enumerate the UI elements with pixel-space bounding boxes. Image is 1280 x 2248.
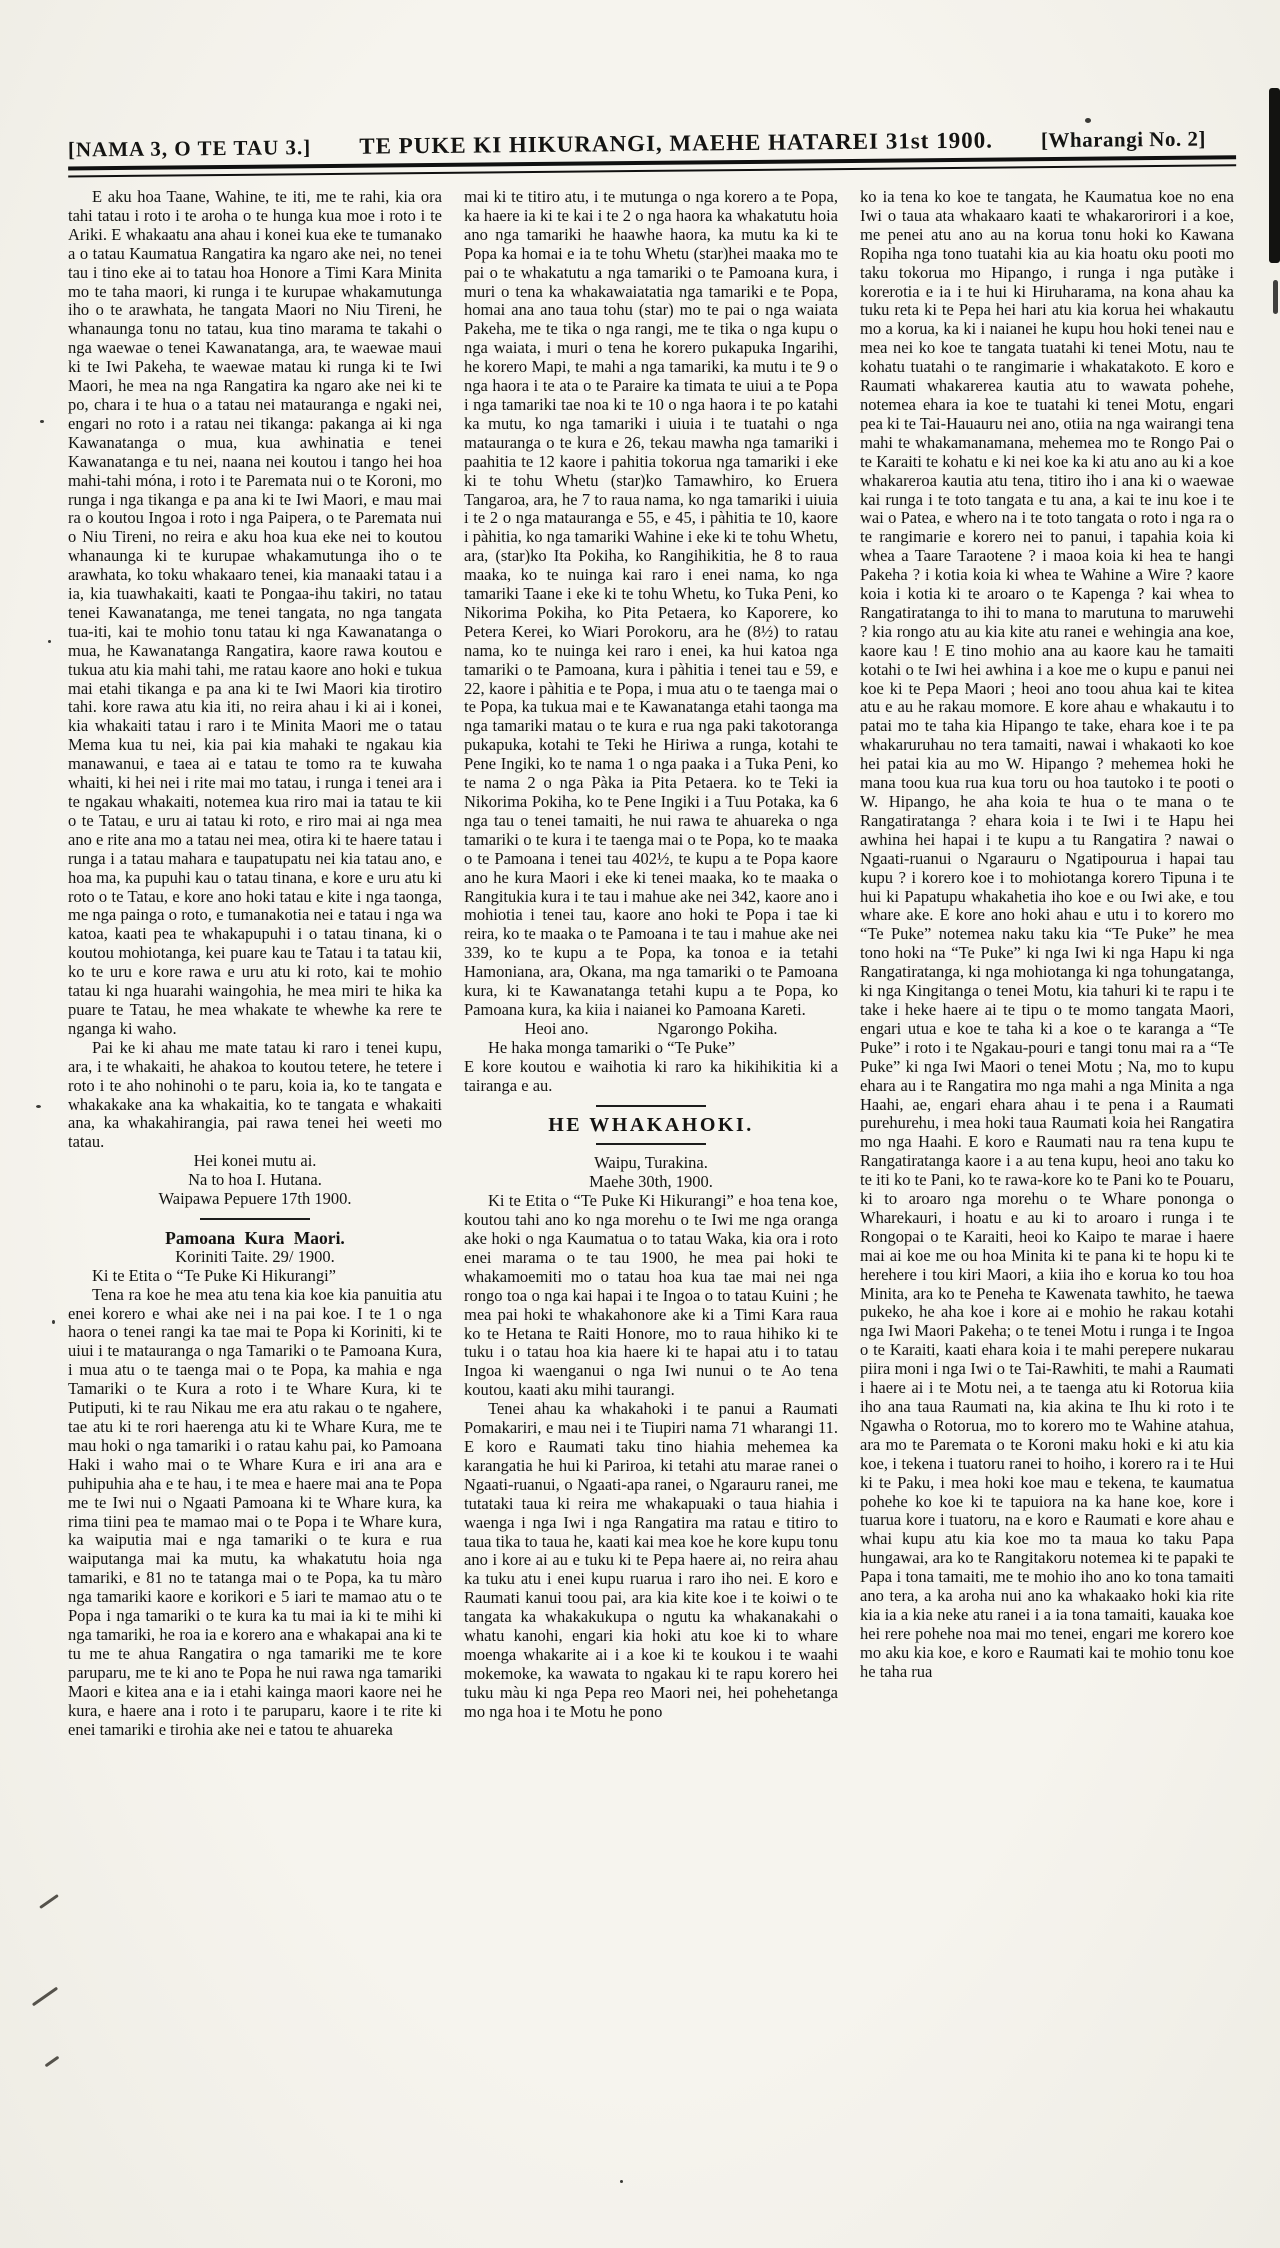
section-heading: HE WHAKAHOKI. (548, 1113, 754, 1136)
centered-line: Koriniti Taite. 29/ 1900. (175, 1246, 335, 1266)
paragraph: Tenei ahau ka whakahoki i te panui a Raumati Pomakariri, e mau nei i te Tiupiri nama 71 wharangi 11. E koro e Raumati taku tino hiahia mehemea ka karangatia he hui ki Pariroa, ki tetahi atu marae ranei o Ngaati-ruanui, o Ngaati-apa ranei, o Ngarauru ranei, me tutataki taua ki reira me whakapuaki o taua hiahia i waenga i nga Iwi i nga Rangatira ma ratau e titiro to taua tika to taua he, kaati kai mea koe he kore kupu tonu ano i kore ai au e tuku ki te Pepa haere ai, no reira ahau ka tuku atu i enei kupu ruarua i raro iho nei. E koro e Raumati kanui toou pai, ara kia kite koe i te koiwi o te tangata ka whakakukupa o ngutu ka whakanakahi o whatu kanohi, engari kia hoki atu koe ki to whare moenga whakarite ai i a koe ki te koukou i te waahi mokemoke, ka wawata to ngakau ki te rapu korero hei tuku màu ki nga Pepa reo Maori nei, hei pohehetanga mo nga hoa i te Motu he pono (464, 1399, 838, 1721)
article-columns (68, 188, 1235, 2118)
scan-edge-mark (1269, 88, 1280, 263)
scan-edge-mark (1273, 280, 1278, 314)
signature-line (464, 1020, 838, 1039)
paragraph-continuation: mai ki te titiro atu, i te mutunga o nga korero a te Popa, ka haere ia ki te kai i te 2 o nga haora ka whakatutu hoia ano nga tamariki he haawhe haora, ka mutu ka ki te Popa ka homai e ia te tohu Whetu (star)hei maaka mo te pai o te whakatutu a nga tamariki o te Pamoana kura, i muri o tena ka whakawaiatatia nga tamariki e te Popa, homai ana ano taua tohu (star) mo te pai o nga waiata Pakeha, me te tika o nga rangi, me te tika o nga kupu o nga waiata, i muri o tena he korero pukapuka Ingarihi, he korero Mapi, te mahi a nga tamariki, ka mutu i te 9 o nga haora i te ata o te Paraire ka timata te uiui a te Popa i nga tamariki tae noa ki te 10 o nga haora i te po katahi ka mutu, ko nga tamariki i uiuia i te tuatahi o nga matauranga o te kura e 26, tekau mawha nga tamariki i paahitia te 12 kaore i pahitia tokorua nga tamariki i eke ki te tohu Whetu (star)ko Tamawhiro, ko Eruera Tangaroa, ara, he 7 to raua nama, ko nga tamariki i uiuia i te 2 o nga matauranga e 55, e 45, i pàhitia te 10, kaore i pàhitia, ko nga tamariki Wahine i eke ki te tohu Whetu, ara, (star)ko Ita Pokiha, ko Rangihikitia, he 8 to raua maaka, ko te nuinga kai raro i enei nama, ko nga tamariki Taane i eke ki te tohu Whetu, ko Tuka Peni, ko Nikorima Pokiha, ko Pita Petaera, ko Kaporere, ko Petera Kerei, ko Wiari Porokoru, ara he (8½) to ratau nama, ko te nuinga kei raro i enei, ka hui katoa nga tamariki o te Pamoana, kura i pàhitia i tenei tau e 59, e 22, kaore i pàhitia e te Popa, i mua atu o te taenga mai o te Popa, ka tukua mai e te Kawanatanga etahi taonga ma nga tamariki matau o te kura e rua nga paki takotoranga pukapuka, kotahi te Teki he Hiriwa a runga, kotahi te Pene Ingiki, ko te nama 1 o nga paaka i a Tuka Peni, ko te nama 2 o nga Pàka ia Pita Petaera. ko te Teki ia Nikorima Pokiha, ko te Pene Ingiki i a Tuu Potaka, ka 6 nga tau o tenei tamaiti, he nui rawa te ahuareka o nga tamariki o te kura i te taenga mai o te Popa, ko te maaka o te Pamoana i tenei tau 402½, te kupu a te Popa kaore ano he kura Maori i eke ki tenei maaka, ko te maaka o Rangitukia kura i te tau i mahue ake nei 342, kaore ano i mohiotia i tenei tau, kaore ano hoki te Popa i tae ki reira, ko te maaka o te Pamoana i te tau i mahue ake nei 339, ko te kupu a te Popa, ka tonoa e ia tetahi Hamoniana, ara, Okana, ma nga tamariki o te Pamoana kura, ki te Kawanatanga tetahi kupu a te Popa, ko Pamoana kura, ka kiia i naianei ko Pamoana Kareti. (464, 188, 838, 1019)
margin-pen-mark (32, 1987, 58, 2007)
ink-speck (40, 420, 44, 423)
ink-speck (36, 1105, 41, 1108)
page-number: [Wharangi No. 2] (1040, 126, 1207, 153)
paragraph: Pai ke ki ahau me mate tatau ki raro i tenei kupu, ara, i te whakaiti, he ahakoa to koutou tetere, he tetere i roto i te aho nohinohi o te paru, koia ia, ko te tangata e whakakake ana ka whakaitia, ko te tangata e whakaiti ana, ka whakahirangia, pai rawa tenei hei weeti mo tatau. (68, 1037, 442, 1152)
paragraph-continuation: ko ia tena ko koe te tangata, he Kaumatua koe no ena Iwi o taua ata whakaaro kaati te whakarorirori i a koe, me penei atu ano au na korua tonu hoki ko Kawana Ropiha nga tono tuatahi kia au kia hoatu oku pooti mo taku tokorua mo Hipango, i runga i nga putàke i korerotia e ia i te hui ki Hiruharama, na kona ahau ka tuku reta ki te Pepa hei hari atu kia korua hei whakautu mo a korua, ka ki i naianei he kupu hou hoki tenei nau e mea nei ko koe te tangata tuatahi ki tenei Motu, nau te kohatu tuatahi o te rangimarie i whakatakoto. E koro e Raumati whakarerea kautia atu to wawata pohehe, notemea ehara ia koe te tuatahi ki tenei Motu, engari pea ki te Tai-Hauauru nei ano, otiia na nga wairangi tena mahi te whakamanamana, mehemea mo te Rongo Pai o te Karaiti te kohatu e ki nei koe ka ki atu ano au ki a koe whakareroa kautia atu tena, titiro iho i ana ki o waewae kai runga i te toto tangata e tu ana, a kai te inu koe i te wai o Patea, e whero na i te toto tangata o roto i nga ra o te rangimarie e korero nei to panui, i tapahia koia ki whea a Taare Taraotene ? i maoa koia ki hea te hangi Pakeha ? i kotia koia ki whea te Wahine a Wire ? kaore koia i kotia ki te aroaro o te Kapenga ? kai whea to Rangatiratanga to ihi to mana to marutuna to maruwehi ? kia rongo atu au kia kite atu ranei e wehingia ana koe, kaore kau ! E tino mohio ana au kaore kau he tamaiti kotahi o te Iwi hei awhina i a koe me o kupu e panui nei koe ki te Pepa Maori ; heoi ano toou ahua kai te kitea atu e au he rakau momore. E kore ahau e whakautu i to patai mo te taha kia Hipango te take, ehara koe i te pa whakaruruhau no tera tamaiti, nawai i whakaoti ko koe hei patai kia au mo W. Hipango ? mehemea hoki he mana toou kua rua kua toru ou hoa tautoko i te pooti o W. Hipango, he aha koia te hua o te mana o te Rangatiratanga ? ehara koia i te Iwi i te Hapu hei awhina hei hapai i te kupu a tu Rangatira ? nawai o Ngaati-ruanui o Ngarauru o Ngatipourua i hapai tau kupu ? i korero koe i to mohiotanga korero Tipuna i te hui ki Papatupu whakahetia iho koe e ou Iwi ake, e tou whare ake. E kore ano hoki ahau e utu i to korero mo “Te Puke” notemea naku taku kia “Te Puke” he mea tono hoki na “Te Puke” ki nga Iwi ki nga Hapu ki nga Rangatiratanga, ki nga mohiotanga ki nga tohungatanga, ki nga Kingitanga o tenei Motu, kia tahuri ki te rapu i te take i heke haere ai te tipu o te momo tangata Maori, engari utua e koe te taha ki a koe o te karanga a “Te Puke” i roto i te Ngakau-pouri e tangi tonu mai ra a “Te Puke” ki nga Iwi Maori o tenei Motu ; Na, mo to kupu ehara au i te Rangatira mo nga mahi a nga Minita a nga Haahi, ae, engari ehara ahau i te pena i a Raumati purehurehu, i mea hoki taua Raumati koia hei Rangatira mo nga Haahi. E koro e Raumati nau ra tena kupu te Rangatiratanga kaore i a au tena kupu, heoi ano taku ko te iti ko te Pani, ko te rawa-kore ko te Pani ko te Pouaru, ki to aroaro nga morehu o te Whare pononga o Wharekauri, i hoatu e au ki to aroaro i runga i te Rongopai o te Karaiti, heoi ko Kaipo te marae i haere mai ai koe me ou hoa Minita ki te pana ki te hopu ki te herehere i tou kiri Maori, a kiia iho e korua ko tou hoa Minita, ara ko te Peneha te Kawenata tawhito, he taewa pukeko, he aha koe i kore ai e mohio he rakau kotahi nga Iwi Maori Pakeha; o te tenei Motu i runga i te Ingoa o te Karaiti, kaati ehara koia i te mahi perepere nukarau piira moni i nga Iwi o te Tai-Rawhiti, te mahi a Raumati i haere ai i te Motu nei, a te taenga atu ki Rotorua kiia iho ana taua Raumati na, kia akina te Ihu ki roto i te Ngawha o Rotorua, mo to korero mo te Wahine atahua, ara mo te Paremata o te Koroni maku hoki e ki atu kia koe, i tekena i tuatoru ranei to hoiho, i korero ra i te Hui ki te Paku, i mea hoki koe mau e tekena, te kaumatua pohehe ko koe ki te tapuiora na ka hane koe, kore i tuarua kore i tuatoru, na e koro e Raumati e kore ahau e whai kupu atu kia koe mo ta maua ko taku Papa hungawai, ara ko te Rangitakoru notemea ki te papaki te Papa i tona tamaiti, me te mohio iho ano ko tona tamaiti ano tera, a ka aroha nui ano ka whakaako hoki kia rite kia ia a kia neke atu ranei i a ia tona tamaiti, kauaka koe hei rere pohehe noa mai mo tenei, engari me korero koe mo aku kia koe, e koro e Raumati kai te mohio tonu koe he taha rua (860, 188, 1234, 1681)
newspaper-title: TE PUKE KI HIKURANGI, MAEHE HATAREI 31st 1900. (359, 127, 994, 159)
ink-speck (48, 640, 51, 643)
paragraph: Ki te Etita o “Te Puke Ki Hikurangi” (92, 1265, 336, 1285)
divider-rule (200, 1218, 310, 1220)
centered-line: Hei konei mutu ai. (193, 1151, 317, 1171)
margin-pen-mark (45, 2056, 60, 2068)
margin-pen-mark (39, 1894, 59, 1909)
ink-speck (620, 2180, 623, 2183)
sub-heading: Pamoana Kura Maori. (165, 1227, 345, 1248)
centered-line: Waipawa Pepuere 17th 1900. (158, 1189, 352, 1209)
closing-word: Heoi ano. (524, 1018, 589, 1038)
paragraph: Ki te Etita o “Te Puke Ki Hikurangi” e hoa tena koe, koutou tahi ano ko nga morehu o te Iwi me nga oranga ake hoki o nga Kaumatua o to tatau Waka, kia ora i roto enei marama o te tau 1900, he mea pai hoki te whakamoemiti mo o tatau hoa kua tae mai nei nga rongo toa o nga kai hapai i te Ingoa o to tatau Kuini ; he mea pai hoki te whakahonore ake ki a Timi Kara raua ko te Hetana te Raiti Honore, mo to raua hihiko ki te tuku i o tatau hoa kia haere ki te hapai atu i to tatau Ingoa ki waenganui o nga Iwi nunui o te Ao tena koutou, kaati aku mihi taurangi. (464, 1191, 838, 1400)
centered-line: Waipu, Turakina. (594, 1153, 708, 1173)
paragraph: E aku hoa Taane, Wahine, te iti, me te rahi, kia ora tahi tatau i roto i te aroha o te hunga kua moe i roto i te Ariki. E whakaatu ana ahau i konei kua eke te tumanako a o tatau Kaumatua Rangatira ka ngaro ake nei, no tenei tau i tino eke ai to tatau hoa Honore a Timi Kara Minita mo te taha maori, ki runga i te kurupae whakamutunga iho o te arawhata, he tangata Maori no Niu Tireni, he whanaunga tonu no tatau, kua tino marama te takahi o nga waewae o tenei Kawanatanga, ara, te waewae maui ki te Iwi Pakeha, te waewae matau ki runga ki te Iwi Maori, he mea na nga Rangatira ka ngaro ake nei ki te po, chara i te hua o a tatau nei matauranga e ngaki nei, engari no roto i a ratau nei tikanga: pakanga ai ki nga Kawanatanga o mua, kua awhinatia e tenei Kawanatanga e tu nei, naana nei koutou i tango hei hoa mahi-tahi móna, i roto i te Paremata nui o te Koroni, mo runga i nga tikanga e pa ana ki te Iwi Maori, e mau mai ra o koutou Ingoa i roto i nga Paipera, o te Paremata nui o Niu Tireni, no reira e aku hoa kua eke nei to koutou whanaunga ki te kurupae whakamutunga iho o te arawhata, ko toku whakaaro tenei, kia manaaki tatau i a ia, kia tuawhakaiti, kaati te Pongaa-ihu takiri, no tatau tenei Kawanatanga, me tenei tangata, no nga tangata tua-iti, kai te mohio tonu tatau ki nga Kawanatanga o mua, he Kawanatanga Rangatira, kaore rawa koutou e tukua atu kia mahi tahi, me ratau kaore ano hoki e tukua mai etahi tikanga e pa ana ki te Iwi Maori kia tirotiro tahi. kore rawa atu kia iti, no reira ahau i ki ai i konei, kia whakaiti tatau i raro i te Minita Maori me o tatau Mema kua tu nei, kia pai kia mahaki te ngakau kia manawanui, e taea ai e tatau te tomo ra te kuwaha whaiti, ki hei nei i rite mai mo tatau, i runga i tenei ara i te ngakau whakaiti, notemea kua riro mai ia tatau te kii o te Tatau, e uru ai tatau ki roto, e riro mai ai nga mea ano e rite ana mo a tatau nei mea, otira ki te haere tatau i runga i a tatau mahara e taupatupatu nei kia tatau ano, e hoa ma, ka pupuhi kau o tatau tinana, e kore e uru atu ki roto o te Tatau, e kore ano hoki tatau e kite i nga taonga, me nga painga o roto, e tumanakotia nei e tatau i nga wa katoa, kaati pea te whakapupuhi i o tatau tinana, ki o koutou mohiotanga, kei puare kau te Tatau i ta tatau kii, ko te uru e kore rawa e uru atu ki roto, kai te mohio tatau ki nga huarahi waingohia, he mea miri te hika ka puare te Tatau, he mea whakate te whewhe ka rere te nganga ki waho. (68, 188, 442, 1038)
centered-line: Maehe 30th, 1900. (589, 1172, 713, 1192)
paragraph: He haka monga tamariki o “Te Puke” (488, 1037, 736, 1057)
column-2 (464, 188, 838, 2118)
divider-rule (596, 1143, 706, 1145)
divider-rule (596, 1105, 706, 1107)
column-1 (68, 188, 442, 2118)
issue-number: [NAMA 3, O TE TAU 3.] (67, 135, 312, 162)
column-3 (860, 188, 1234, 2118)
ink-speck (1085, 118, 1091, 123)
paragraph: Tena ra koe he mea atu tena kia koe kia panuitia atu enei korero e whai ake nei i na pai koe. I te 1 o nga haora o tenei rangi ka tae mai te Popa ki Koriniti, ki te uiui i te matauranga o nga Tamariki o te Pamoana Kura, i mua atu o te taenga mai o te Popa, ka mahia e nga Tamariki o te Kura a roto i te Whare Kura, ki te Putiputi, ki te rau Nikau me era atu rakau o te ngahere, tae atu ki te rori haerenga atu ki te Whare Kura, me te mau hoki o nga tamariki i o ratau kahu pai, ko Pamoana Haki i waho mai o te Whare Kura e iri ana ara e puhipuhia aha e te hau, i te mea e haere mai ana te Popa me te Iwi nui o Ngaati Pamoana ki te Whare kura, ka rima tiini pea te mamao mai o te Popa i te Whare kura, ka waiputia mai e nga tamariki o te kura e rua waiputanga mai ka mutu, ka whakatutu hoia nga tamariki, e 81 no te tatanga mai o te Popa, ka tu màro nga tamariki kaore e korikori e 5 iari te mamao atu o te Popa i nga tamariki o te kura ka tu mai ia ki te mihi ki nga tamariki, he roa ia e korero ana e whakapai ana ki te tu me te ahua Rangatira o nga tamariki me te kore paruparu, me te ki ano te Popa he nui rawa nga tamariki Maori e kitea ana e ia i etahi kainga maori kaore nei he kura, e haere ana i roto i te paruparu, kaore i te rite ki enei tamariki e tirohia ake nei e tatou te ahuareka (68, 1284, 442, 1739)
centered-line: Na to hoa I. Hutana. (188, 1170, 322, 1190)
masthead (68, 125, 1236, 177)
author-name: Ngarongo Pokiha. (657, 1018, 778, 1038)
ink-speck (52, 1320, 55, 1324)
paragraph-continuation: E kore koutou e waihotia ki raro ka hikihikitia ki a tairanga e au. (464, 1056, 838, 1095)
